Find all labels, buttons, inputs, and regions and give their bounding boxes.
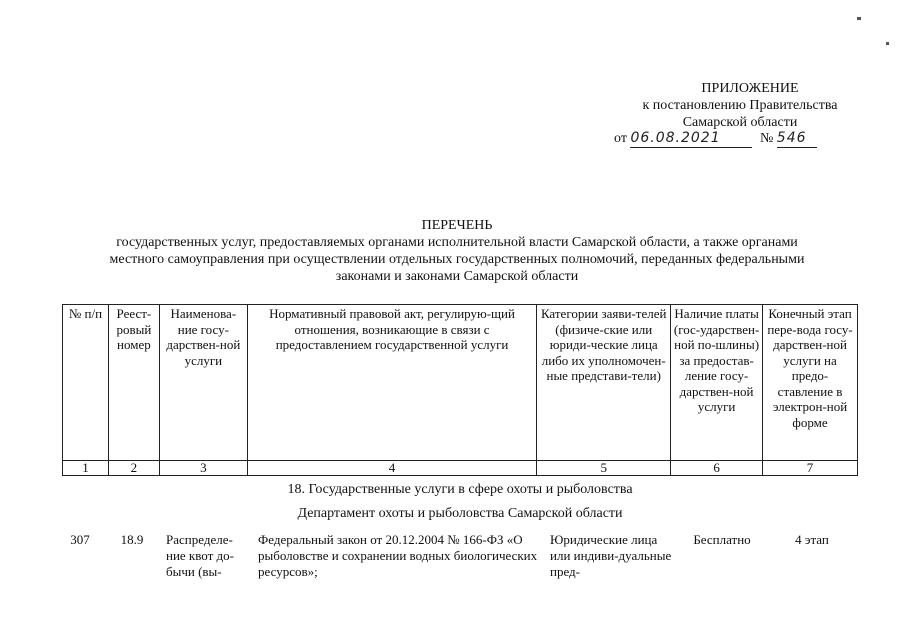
appendix-line-3: Самарской области bbox=[682, 115, 798, 130]
column-number-row bbox=[63, 461, 858, 476]
row-legal-act: Федеральный закон от 20.12.2004 № 166-ФЗ «О рыболовстве и сохранении водных биологических ресурсов»; bbox=[258, 532, 538, 579]
column-number: 4 bbox=[247, 461, 536, 476]
appendix-date-number bbox=[614, 130, 817, 148]
number-field bbox=[777, 130, 817, 148]
header-cell: Наименова-ние госу-дарствен-ной услуги bbox=[159, 305, 247, 461]
number-prefix: № bbox=[759, 131, 774, 146]
column-number: 3 bbox=[159, 461, 247, 476]
row-applicants: Юридические лица или индиви-дуальные пред- bbox=[550, 532, 672, 579]
title-line-1: государственных услуг, предоставляемых органами исполнительной власти Самарской области, а также органами bbox=[116, 235, 798, 250]
title-line-2: местного самоуправления при осуществлении отдельных государственных полномочий, переданных федеральными bbox=[109, 252, 805, 267]
section-title: 18. Государственные услуги в сфере охоты и рыболовства bbox=[287, 482, 633, 497]
header-cell: Реест-ровый номер bbox=[108, 305, 159, 461]
row-fee: Бесплатно bbox=[693, 532, 751, 547]
appendix-heading: ПРИЛОЖЕНИЕ bbox=[701, 81, 799, 96]
column-number: 2 bbox=[108, 461, 159, 476]
title-heading: ПЕРЕЧЕНЬ bbox=[421, 218, 493, 233]
row-final-stage: 4 этап bbox=[795, 532, 829, 547]
date-prefix: от bbox=[614, 131, 627, 146]
handwritten-number: 546 bbox=[776, 130, 807, 146]
header-cell: Конечный этап пере-вода госу-дарствен-ной услуги на предо-ставление в электрон-ной форме bbox=[763, 305, 858, 461]
column-number: 5 bbox=[537, 461, 671, 476]
title-line-3: законами и законами Самарской области bbox=[335, 269, 579, 284]
row-registry-number: 18.9 bbox=[120, 532, 144, 547]
table-header-row bbox=[63, 305, 858, 461]
column-number: 1 bbox=[63, 461, 109, 476]
header-cell: Нормативный правовой акт, регулирую-щий отношения, возникающие в связи с предоставлением государственной услуги bbox=[247, 305, 536, 461]
row-number: 307 bbox=[70, 532, 90, 547]
appendix-line-2: к постановлению Правительства bbox=[642, 98, 838, 113]
column-number: 6 bbox=[671, 461, 763, 476]
header-cell: № п/п bbox=[63, 305, 109, 461]
header-cell: Наличие платы (гос-ударствен-ной по-шлины) за предостав-ление госу-дарствен-ной услуги bbox=[671, 305, 763, 461]
scan-speck bbox=[857, 17, 861, 20]
handwritten-date: 06.08.2021 bbox=[630, 130, 721, 146]
services-table bbox=[62, 304, 858, 476]
date-field bbox=[630, 130, 752, 148]
department-title: Департамент охоты и рыболовства Самарской области bbox=[297, 506, 623, 521]
appendix-block bbox=[560, 80, 870, 131]
scan-speck bbox=[886, 42, 889, 45]
column-number: 7 bbox=[763, 461, 858, 476]
row-service-name: Распределе-ние квот до-бычи (вы- bbox=[166, 532, 235, 579]
header-cell: Категории заяви-телей (физиче-ские или юриди-ческие лица либо их уполномочен-ные представи-тели) bbox=[537, 305, 671, 461]
document-title bbox=[62, 217, 852, 285]
